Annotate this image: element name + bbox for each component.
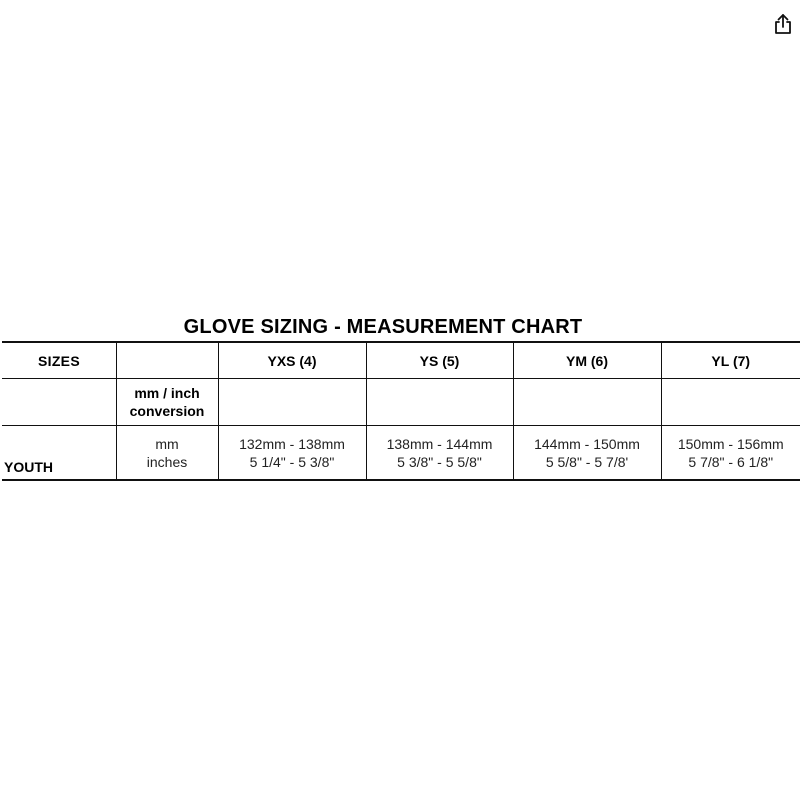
measurement-inches: 5 1/4" - 5 3/8" — [249, 453, 335, 470]
table-header-row — [2, 342, 800, 379]
size-header-ym: YM (6) — [513, 342, 661, 379]
unit-cell — [116, 426, 218, 481]
conversion-empty-cell — [513, 379, 661, 426]
chart-title: GLOVE SIZING - MEASUREMENT CHART — [183, 316, 583, 338]
measurement-mm: 132mm - 138mm — [239, 435, 345, 452]
conversion-empty-cell — [661, 379, 800, 426]
measurement-inches: 5 5/8" - 5 7/8' — [545, 453, 629, 470]
conversion-label — [116, 379, 218, 426]
sizing-table — [2, 341, 800, 481]
share-icon — [771, 12, 795, 36]
measurement-mm: 144mm - 150mm — [534, 435, 640, 452]
unit-inches: inches — [146, 453, 188, 470]
conversion-empty-cell — [218, 379, 366, 426]
conversion-empty-cell — [366, 379, 513, 426]
measurement-cell-ys — [366, 426, 513, 481]
measurement-inches: 5 3/8" - 5 5/8" — [397, 453, 482, 470]
size-header-ys: YS (5) — [366, 342, 513, 379]
header-blank-cell — [116, 342, 218, 379]
measurement-inches: 5 7/8" - 6 1/8" — [688, 453, 774, 470]
size-header-yxs: YXS (4) — [218, 342, 366, 379]
youth-label: YOUTH — [2, 426, 116, 481]
conversion-label-line1: mm / inch — [134, 385, 200, 401]
measurement-mm: 138mm - 144mm — [386, 435, 493, 452]
measurement-cell-yl — [661, 426, 800, 481]
measurement-mm: 150mm - 156mm — [677, 435, 784, 452]
youth-row — [2, 426, 800, 481]
sizes-label: SIZES — [2, 342, 116, 379]
conversion-row — [2, 379, 800, 426]
conversion-blank-cell — [2, 379, 116, 426]
share-button[interactable] — [771, 12, 795, 36]
size-header-yl: YL (7) — [661, 342, 800, 379]
measurement-cell-ym — [513, 426, 661, 481]
conversion-label-line2: conversion — [129, 403, 205, 419]
unit-mm: mm — [155, 435, 179, 452]
measurement-cell-yxs — [218, 426, 366, 481]
